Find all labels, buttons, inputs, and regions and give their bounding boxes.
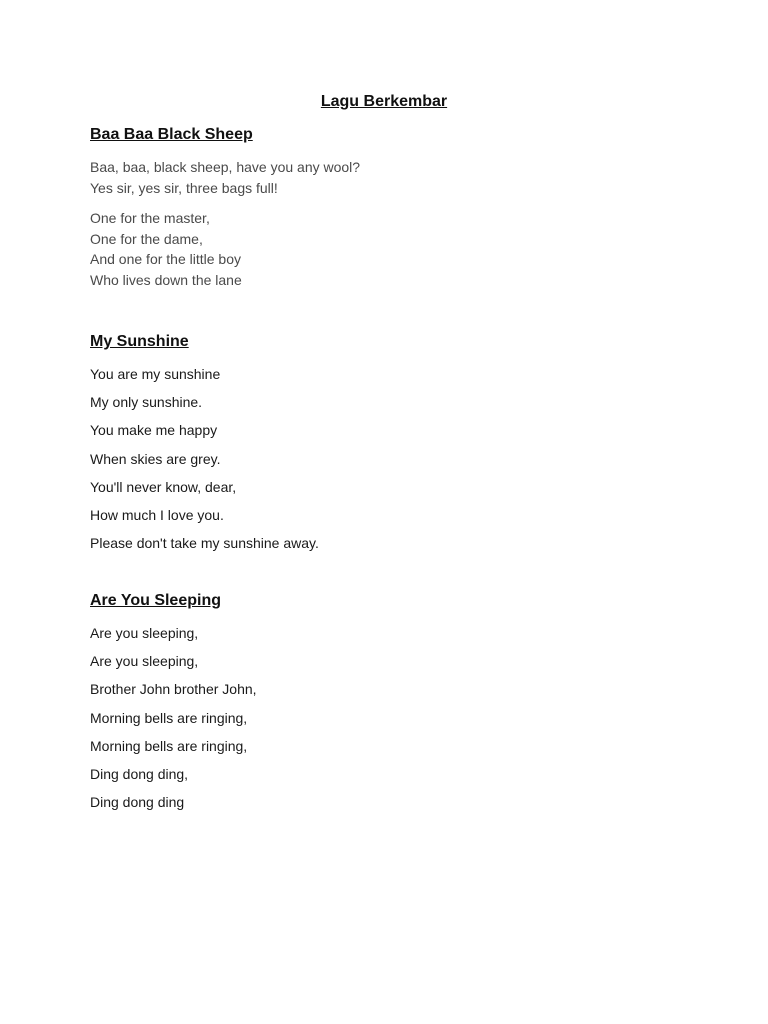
song-stanza-2 xyxy=(90,208,242,290)
lyric-line: When skies are grey. xyxy=(90,450,221,467)
lyric-line: You'll never know, dear, xyxy=(90,478,237,495)
lyric-line: My only sunshine. xyxy=(90,394,203,411)
lyric-line: You are my sunshine xyxy=(90,366,221,382)
lyric-line: You make me happy xyxy=(90,422,218,439)
song-heading-baa-baa-black-sheep: Baa Baa Black Sheep xyxy=(90,126,253,143)
lyric-line: One for the master, xyxy=(90,210,210,226)
lyric-line: Morning bells are ringing, xyxy=(90,709,248,726)
lyric-line: How much I love you. xyxy=(90,506,224,523)
lyric-line: Brother John brother John, xyxy=(90,681,257,698)
lyric-line: Baa, baa, black sheep, have you any wool? xyxy=(90,159,361,175)
lyric-line: Are you sleeping, xyxy=(90,653,199,670)
lyric-line: Who lives down the lane xyxy=(90,271,242,288)
lyric-line: Ding dong ding xyxy=(90,794,185,811)
lyric-line: One for the dame, xyxy=(90,230,203,247)
document-title: Lagu Berkembar xyxy=(320,93,448,110)
song-lyrics-are-you-sleeping xyxy=(90,619,257,816)
lyric-line: Ding dong ding, xyxy=(90,765,189,782)
lyric-line: Morning bells are ringing, xyxy=(90,737,248,754)
lyric-line: Yes sir, yes sir, three bags full! xyxy=(90,179,278,196)
song-stanza-1 xyxy=(90,157,360,198)
lyric-line: And one for the little boy xyxy=(90,251,241,267)
song-lyrics-my-sunshine xyxy=(90,360,319,557)
lyric-line: Please don't take my sunshine away. xyxy=(90,535,319,552)
lyric-line: Are you sleeping, xyxy=(90,625,199,641)
song-heading-my-sunshine: My Sunshine xyxy=(90,333,189,350)
song-heading-are-you-sleeping: Are You Sleeping xyxy=(90,592,221,609)
